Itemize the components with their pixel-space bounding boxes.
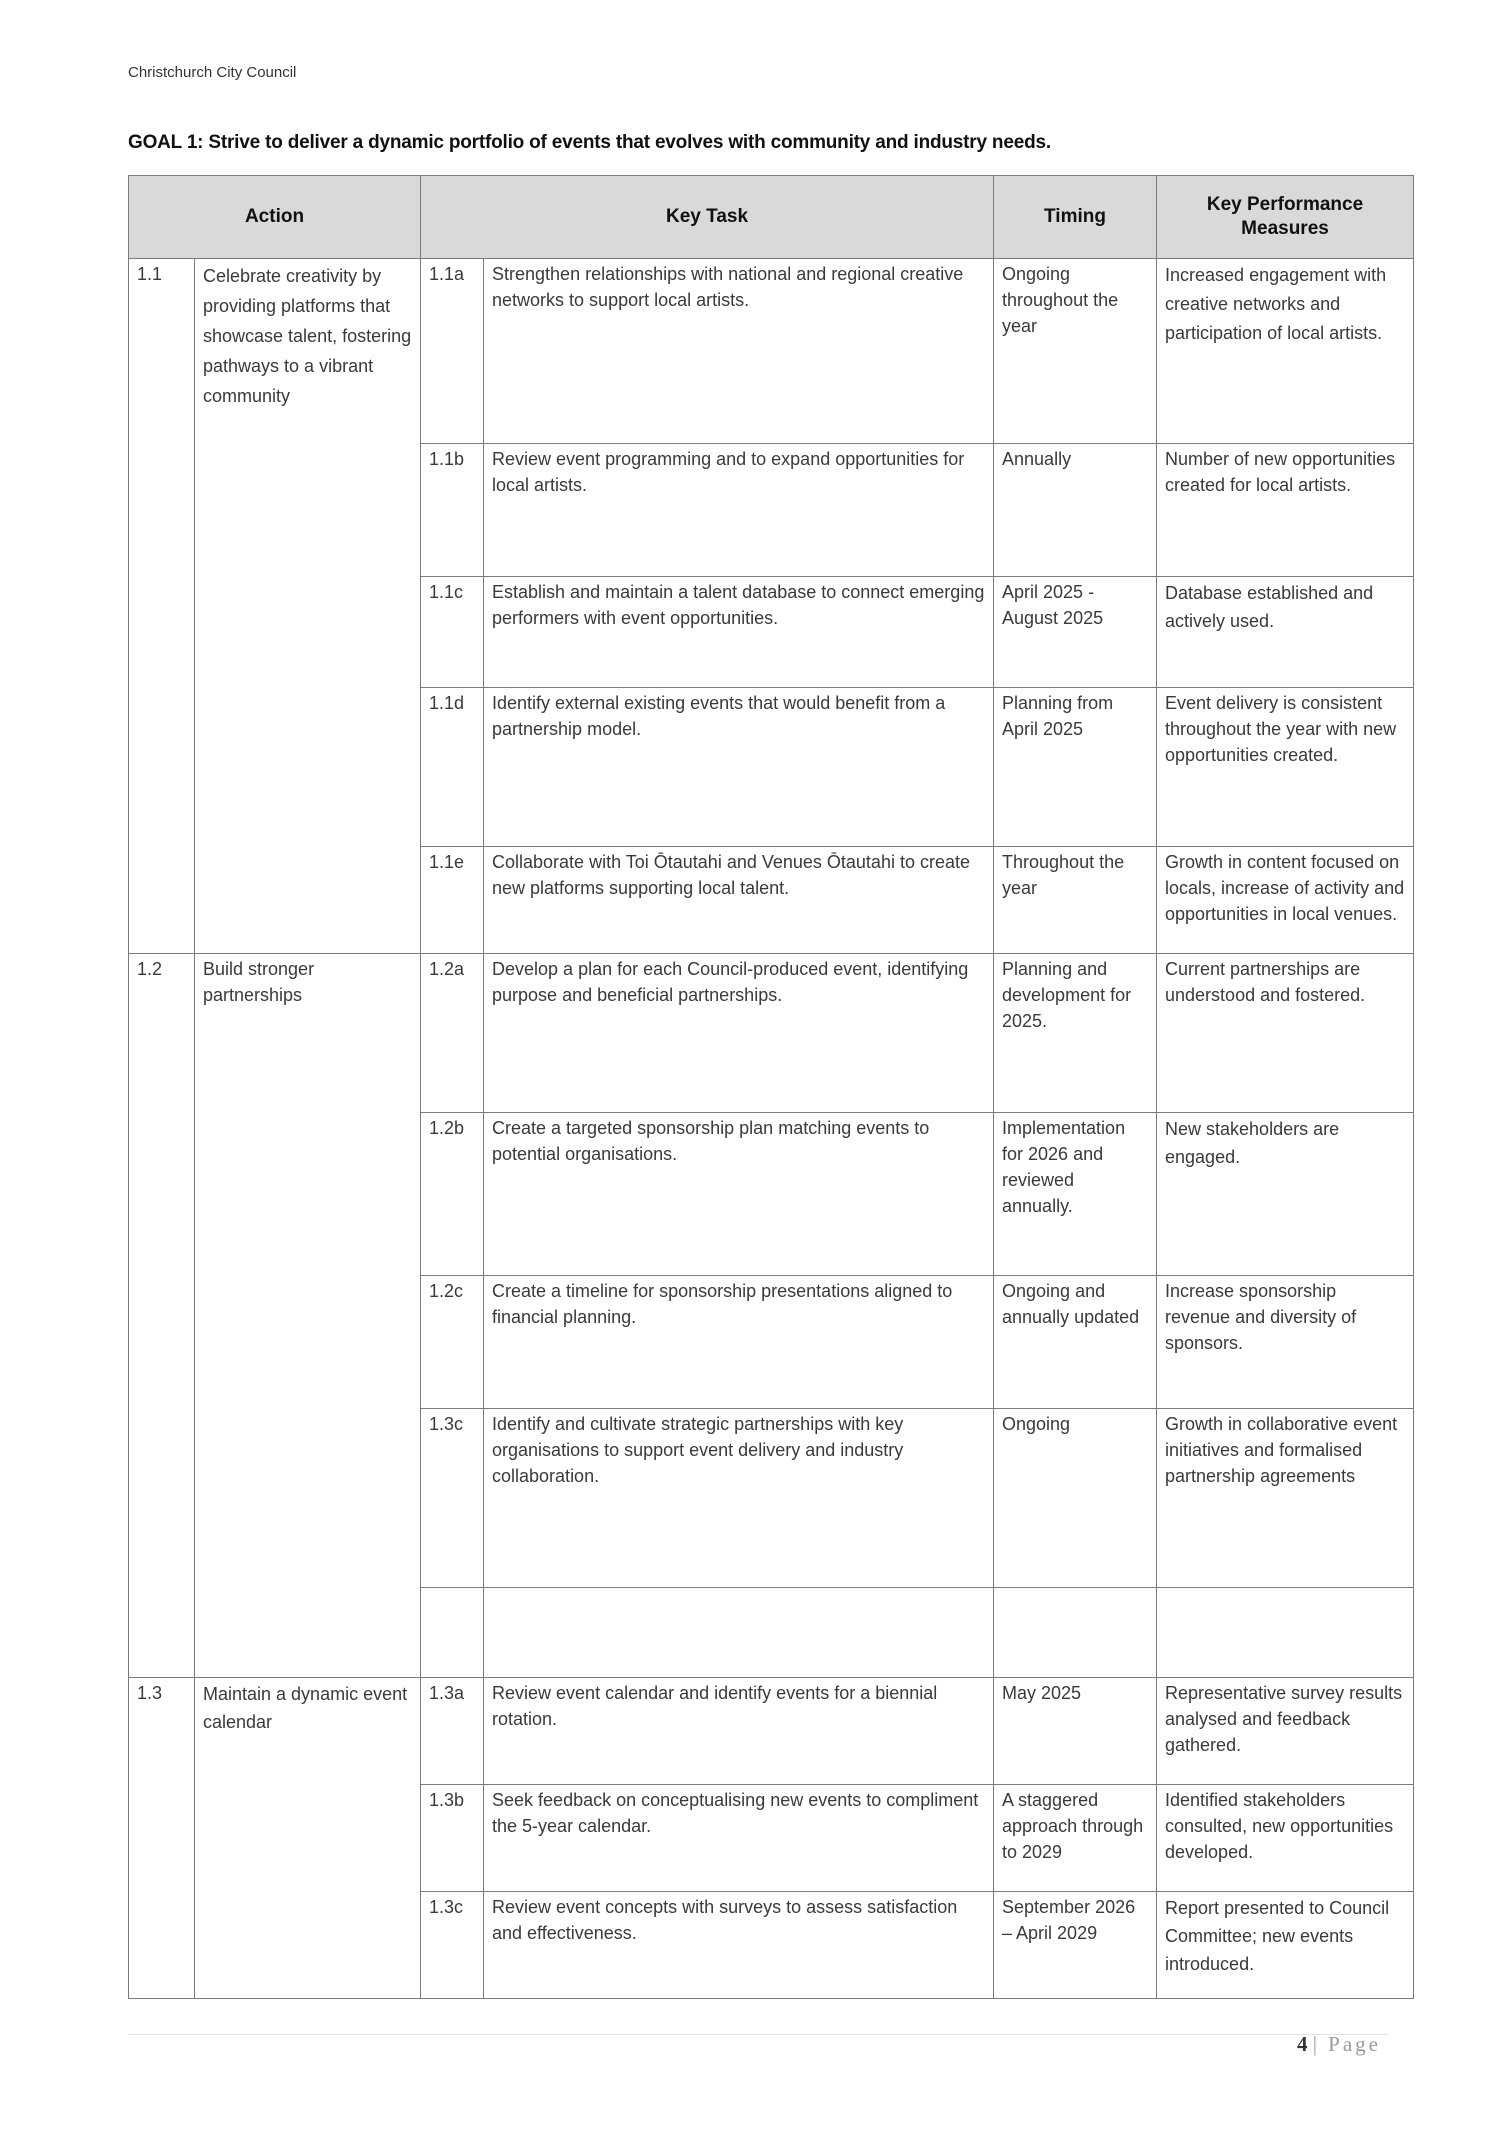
task-kpm: Number of new opportunities created for local artists. — [1157, 444, 1414, 577]
task-id: 1.1b — [421, 444, 484, 577]
action-plan-table — [128, 175, 1414, 1999]
task-text: Identify external existing events that would benefit from a partnership model. — [484, 688, 994, 847]
task-kpm: Event delivery is consistent throughout the year with new opportunities created. — [1157, 688, 1414, 847]
table-row — [129, 259, 1414, 444]
task-text: Create a timeline for sponsorship presentations aligned to financial planning. — [484, 1276, 994, 1409]
task-timing: Ongoing — [994, 1409, 1157, 1588]
task-text: Review event concepts with surveys to assess satisfaction and effectiveness. — [484, 1892, 994, 1999]
task-timing: September 2026 – April 2029 — [994, 1892, 1157, 1999]
task-text: Collaborate with Toi Ōtautahi and Venues Ōtautahi to create new platforms supporting local talent. — [484, 847, 994, 954]
task-timing: Planning from April 2025 — [994, 688, 1157, 847]
task-timing: April 2025 - August 2025 — [994, 577, 1157, 688]
task-text: Identify and cultivate strategic partnerships with key organisations to support event delivery and industry collaboration. — [484, 1409, 994, 1588]
table-row — [129, 1678, 1414, 1785]
task-id: 1.2c — [421, 1276, 484, 1409]
task-kpm: Growth in content focused on locals, increase of activity and opportunities in local venues. — [1157, 847, 1414, 954]
goal-heading: GOAL 1: Strive to deliver a dynamic portfolio of events that evolves with community and industry needs. — [128, 132, 1051, 153]
empty-cell — [1157, 1588, 1414, 1678]
task-timing: Throughout the year — [994, 847, 1157, 954]
page-number — [1297, 2032, 1381, 2057]
empty-cell — [994, 1588, 1157, 1678]
task-text: Seek feedback on conceptualising new events to compliment the 5-year calendar. — [484, 1785, 994, 1892]
task-kpm: Identified stakeholders consulted, new opportunities developed. — [1157, 1785, 1414, 1892]
table-header-row — [129, 176, 1414, 259]
task-kpm: New stakeholders are engaged. — [1157, 1113, 1414, 1276]
task-text: Review event calendar and identify events for a biennial rotation. — [484, 1678, 994, 1785]
action-description: Build stronger partnerships — [195, 954, 421, 1678]
task-text: Establish and maintain a talent database to connect emerging performers with event opportunities. — [484, 577, 994, 688]
task-id: 1.3c — [421, 1892, 484, 1999]
task-kpm: Report presented to Council Committee; new events introduced. — [1157, 1892, 1414, 1999]
page-label: | Page — [1312, 2032, 1381, 2056]
table-row — [129, 954, 1414, 1113]
task-timing: A staggered approach through to 2029 — [994, 1785, 1157, 1892]
task-timing: Implementation for 2026 and reviewed annually. — [994, 1113, 1157, 1276]
task-timing: Ongoing throughout the year — [994, 259, 1157, 444]
action-description: Maintain a dynamic event calendar — [195, 1678, 421, 1999]
header-key-performance-measures: Key Performance Measures — [1157, 176, 1414, 259]
action-description: Celebrate creativity by providing platforms that showcase talent, fostering pathways to a vibrant community — [195, 259, 421, 954]
task-id: 1.1c — [421, 577, 484, 688]
footer-divider — [128, 2034, 1388, 2035]
task-kpm: Increase sponsorship revenue and diversity of sponsors. — [1157, 1276, 1414, 1409]
task-kpm: Representative survey results analysed and feedback gathered. — [1157, 1678, 1414, 1785]
task-timing: Planning and development for 2025. — [994, 954, 1157, 1113]
header-timing: Timing — [994, 176, 1157, 259]
task-id: 1.1e — [421, 847, 484, 954]
task-text: Develop a plan for each Council-produced event, identifying purpose and beneficial partnerships. — [484, 954, 994, 1113]
task-id: 1.1a — [421, 259, 484, 444]
task-kpm: Database established and actively used. — [1157, 577, 1414, 688]
task-id: 1.3a — [421, 1678, 484, 1785]
task-kpm: Current partnerships are understood and fostered. — [1157, 954, 1414, 1113]
task-text: Review event programming and to expand opportunities for local artists. — [484, 444, 994, 577]
header-key-task: Key Task — [421, 176, 994, 259]
task-kpm: Growth in collaborative event initiatives and formalised partnership agreements — [1157, 1409, 1414, 1588]
task-text: Create a targeted sponsorship plan matching events to potential organisations. — [484, 1113, 994, 1276]
task-text: Strengthen relationships with national and regional creative networks to support local artists. — [484, 259, 994, 444]
task-id: 1.3c — [421, 1409, 484, 1588]
task-id: 1.2a — [421, 954, 484, 1113]
page-number-value: 4 — [1296, 2032, 1308, 2056]
task-timing: May 2025 — [994, 1678, 1157, 1785]
task-id: 1.1d — [421, 688, 484, 847]
action-number: 1.2 — [129, 954, 195, 1678]
task-kpm: Increased engagement with creative networks and participation of local artists. — [1157, 259, 1414, 444]
task-timing: Annually — [994, 444, 1157, 577]
empty-cell — [421, 1588, 484, 1678]
task-timing: Ongoing and annually updated — [994, 1276, 1157, 1409]
header-action: Action — [129, 176, 421, 259]
organization-name: Christchurch City Council — [128, 64, 297, 81]
action-number: 1.1 — [129, 259, 195, 954]
task-id: 1.2b — [421, 1113, 484, 1276]
empty-cell — [484, 1588, 994, 1678]
task-id: 1.3b — [421, 1785, 484, 1892]
action-number: 1.3 — [129, 1678, 195, 1999]
